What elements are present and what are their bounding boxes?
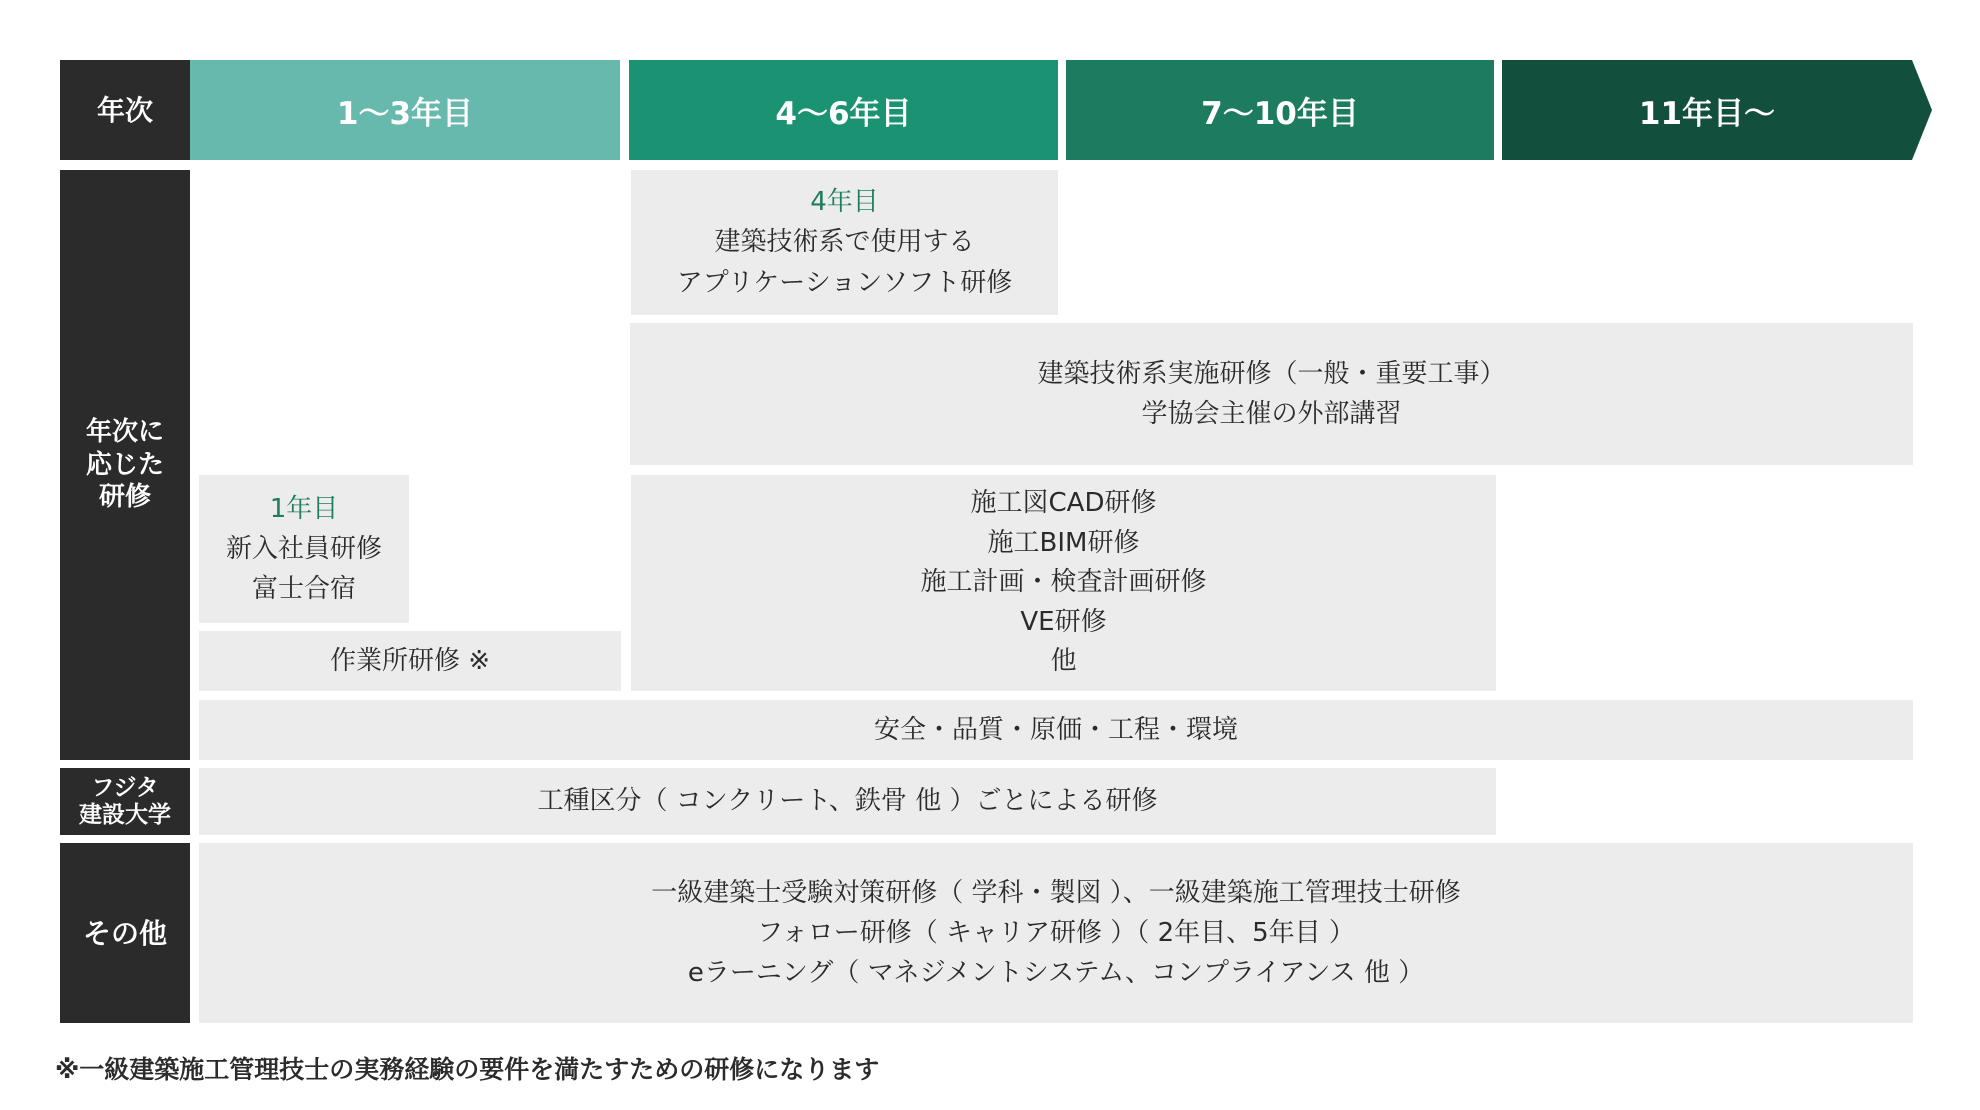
box-line: 新入社員研修 xyxy=(225,533,382,564)
box-line: 施工計画・検査計画研修 xyxy=(920,567,1207,598)
box-line: 学協会主催の外部講習 xyxy=(1141,399,1402,429)
year-header-11-plus: 11年目〜 xyxy=(1638,95,1776,132)
year-header-1-3: 1〜3年目 xyxy=(190,60,620,160)
trade-category-training-box xyxy=(199,768,1496,835)
row-label-fujita-university: フジタ 建設大学 xyxy=(60,768,190,835)
box-line: フォロー研修（ キャリア研修 ）（ 2年目、5年目 ） xyxy=(757,917,1355,948)
header-label: 年次 xyxy=(60,60,190,160)
year-header-7-10: 7〜10年目 xyxy=(1066,60,1494,160)
box-line: 他 xyxy=(1050,646,1077,677)
box-text: 作業所研修 ※ xyxy=(329,645,491,676)
box-line: 建築技術系実施研修（一般・重要工事） xyxy=(1037,358,1506,389)
row-label-other: その他 xyxy=(60,843,190,1023)
year-header-4-6: 4〜6年目 xyxy=(629,60,1058,160)
footnote: ※一級建築施工管理技士の実務経験の要件を満たすための研修になります xyxy=(55,1055,880,1084)
construction-drawing-training-box xyxy=(631,475,1496,691)
row-label-year-training: 年次に 応じた 研修 xyxy=(60,170,190,760)
worksite-training-box xyxy=(199,631,621,691)
box-year-label: 4年目 xyxy=(810,187,879,218)
box-line: 一級建築士受験対策研修（ 学科・製図 ）、一級建築施工管理技士研修 xyxy=(651,877,1461,908)
box-line: 富士合宿 xyxy=(251,574,356,605)
implementation-training-box xyxy=(630,323,1913,465)
safety-quality-box xyxy=(199,700,1913,760)
box-year-label: 1年目 xyxy=(269,493,339,524)
box-line: VE研修 xyxy=(1020,606,1107,637)
box-line: 施工BIM研修 xyxy=(987,527,1140,558)
app-software-training-box xyxy=(631,170,1058,315)
box-text: 安全・品質・原価・工程・環境 xyxy=(873,714,1238,745)
box-line: eラーニング（ マネジメントシステム、コンプライアンス 他 ） xyxy=(687,958,1425,989)
box-line: 施工図CAD研修 xyxy=(970,488,1157,519)
box-line: 建築技術系で使用する xyxy=(714,227,975,258)
other-training-box xyxy=(199,843,1913,1023)
box-line: アプリケーションソフト研修 xyxy=(676,267,1013,298)
newcomer-training-box xyxy=(199,475,409,623)
box-text: 工種区分（ コンクリート、鉄骨 他 ）ごとによる研修 xyxy=(537,786,1158,817)
